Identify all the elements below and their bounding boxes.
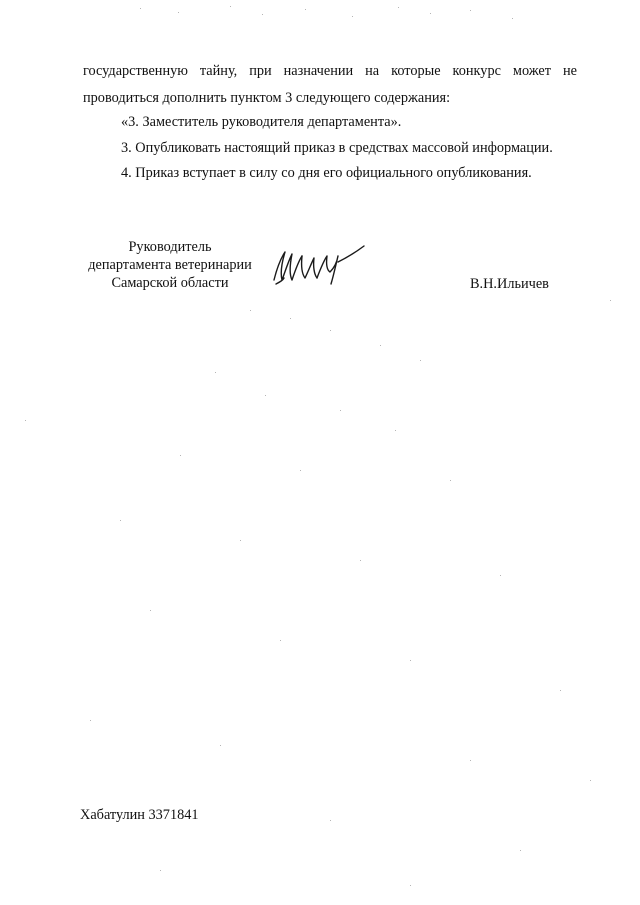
- item-4: 4. Приказ вступает в силу со дня его официального опубликования.: [121, 165, 532, 181]
- signer-title: [80, 238, 260, 292]
- signer-title-line-3: Самарской области: [111, 275, 229, 291]
- signer-title-line-2: департамента ветеринарии: [88, 257, 252, 273]
- item-3: 3. Опубликовать настоящий приказ в средствах массовой информации.: [121, 140, 553, 156]
- body-line-2: проводиться дополнить пунктом 3 следующего содержания:: [83, 90, 451, 106]
- handwritten-signature: [268, 238, 368, 290]
- body-line-1: государственную тайну, при назначении на которые конкурс может не: [83, 63, 577, 79]
- signer-title-line-1: Руководитель: [128, 239, 212, 255]
- signer-name: В.Н.Ильичев: [470, 276, 549, 292]
- executor-note: Хабатулин 3371841: [80, 807, 199, 823]
- quoted-item: «3. Заместитель руководителя департамента».: [121, 114, 402, 130]
